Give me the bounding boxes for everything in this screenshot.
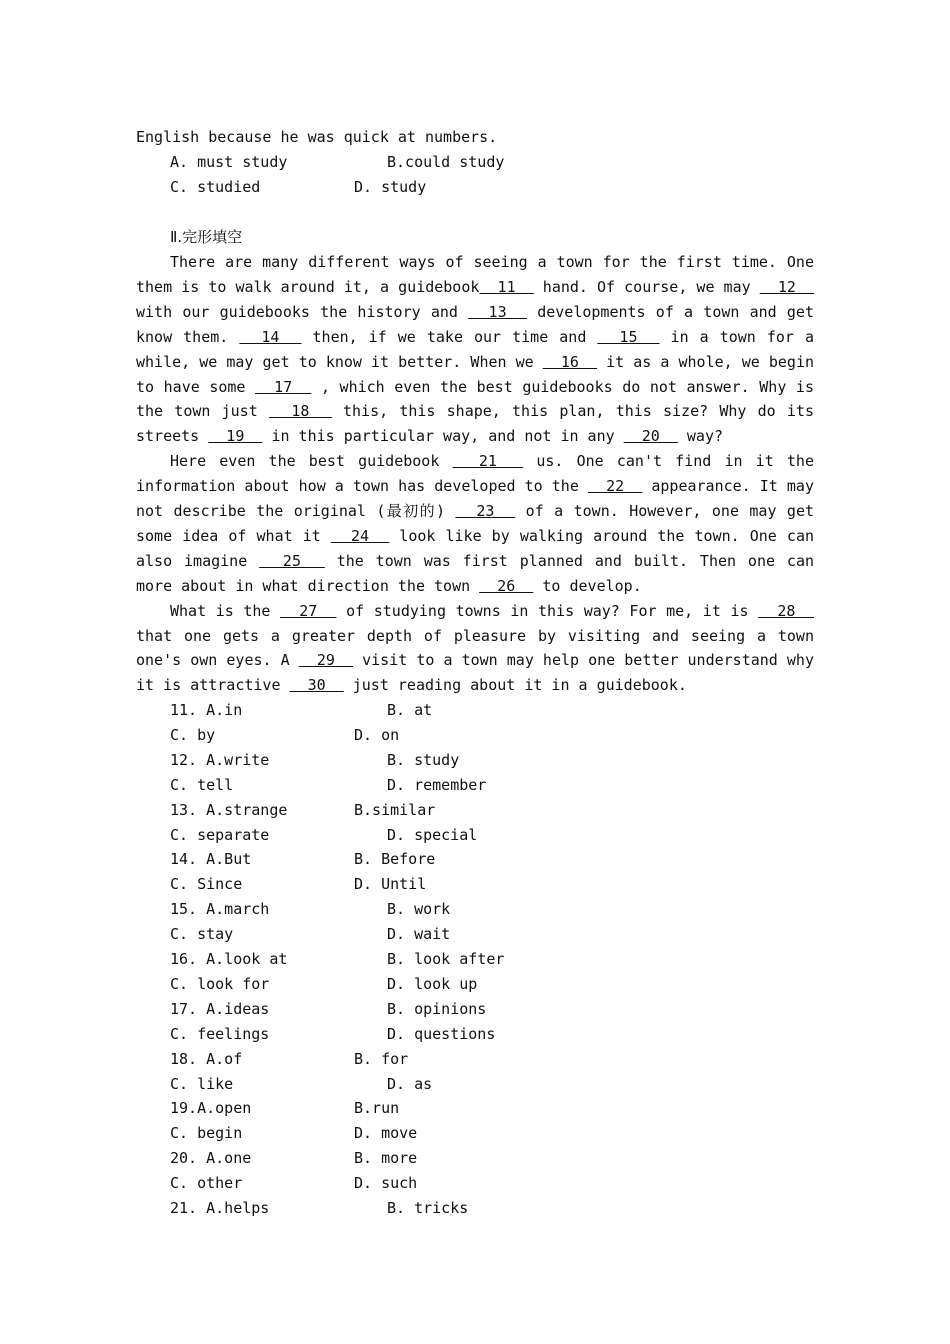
option-c: C. other xyxy=(170,1174,243,1193)
blank-11: 11 xyxy=(479,277,534,296)
blank-12: 12 xyxy=(759,277,814,296)
blank-16: 16 xyxy=(542,352,598,371)
blank-27: 27 xyxy=(280,601,337,620)
option-d: D. such xyxy=(354,1174,418,1193)
passage-text: There are many different ways of seeing a town for the first time. One xyxy=(170,253,814,271)
passage-text: that one gets a greater depth of pleasure by visiting and seeing a town xyxy=(136,626,814,645)
passage-text: appearance. It may xyxy=(642,477,814,496)
option-c: C. feelings xyxy=(170,1024,270,1043)
passage-text: in this particular way, and not in any xyxy=(262,427,624,446)
passage-line xyxy=(136,476,814,496)
passage-line xyxy=(136,501,814,521)
option-d: D. as xyxy=(387,1074,433,1093)
passage-line xyxy=(136,675,814,695)
blank-18: 18 xyxy=(268,402,332,421)
passage-text: one's own eyes. A xyxy=(136,651,299,670)
passage-line xyxy=(136,526,814,546)
passage-line xyxy=(136,352,814,372)
passage-text: with our guidebooks the history and xyxy=(136,302,469,321)
passage-text: just reading about it in a guidebook. xyxy=(343,676,687,695)
blank-30: 30 xyxy=(289,676,344,695)
option-b: B. look after xyxy=(387,950,505,968)
passage-line xyxy=(136,401,814,421)
option-b: B. tricks xyxy=(387,1199,469,1217)
passage-line xyxy=(136,650,814,670)
blank-20: 20 xyxy=(623,427,678,446)
passage-line xyxy=(136,626,814,646)
passage-line xyxy=(136,551,814,571)
option-d: D. questions xyxy=(387,1024,496,1043)
passage-text: visit to a town may help one better understand why xyxy=(353,651,814,670)
blank-21: 21 xyxy=(452,452,524,471)
passage-text: some idea of what it xyxy=(136,526,331,545)
passage-line xyxy=(136,576,814,596)
option-c: C. separate xyxy=(170,825,270,844)
passage-text: this, this shape, this plan, this size? Why do its xyxy=(331,402,814,421)
blank-25: 25 xyxy=(259,551,325,570)
passage-line xyxy=(136,302,814,322)
passage-text: to develop. xyxy=(533,576,642,595)
option-a: 21. A.helps xyxy=(170,1199,270,1217)
passage-text: the town was first planned and built. Then one can xyxy=(336,551,814,570)
option-d: D. remember xyxy=(387,775,487,794)
passage-text: developments of a town and get xyxy=(537,302,814,321)
blank-23: 23 xyxy=(455,502,516,520)
blank-14: 14 xyxy=(239,327,302,346)
passage-text: know them. xyxy=(136,327,240,346)
option-d: D. wait xyxy=(387,925,451,944)
passage-text: it as a whole, we begin xyxy=(597,352,814,371)
passage-text: What is the xyxy=(170,601,281,620)
option-b: B. opinions xyxy=(387,999,487,1018)
passage-text: us. One can't find in it the xyxy=(523,452,814,471)
option-a: 16. A.look at xyxy=(170,950,288,968)
passage-line xyxy=(136,377,814,397)
blank-13: 13 xyxy=(468,302,528,321)
option-a: 11. A.in xyxy=(170,701,243,719)
option-d: D. special xyxy=(387,825,478,844)
blank-26: 26 xyxy=(479,576,534,595)
blank-29: 29 xyxy=(298,651,354,670)
passage-line xyxy=(136,327,814,347)
passage-text: of studying towns in this way? For me, it is xyxy=(336,601,759,620)
question-stem-end: English because he was quick at numbers. xyxy=(136,128,498,146)
option-c: C. stay xyxy=(170,925,234,944)
option-b: B. for xyxy=(354,1049,409,1068)
blank-28: 28 xyxy=(758,601,814,620)
option-c: C. studied xyxy=(170,178,261,196)
option-d: D. Until xyxy=(354,875,427,894)
option-a: 19.A.open xyxy=(170,1099,252,1118)
option-c: C. by xyxy=(170,725,216,744)
option-b: B. work xyxy=(387,900,451,919)
option-c: C. look for xyxy=(170,974,270,993)
passage-line xyxy=(136,277,814,297)
passage-text: information about how a town has developed to the xyxy=(136,477,588,496)
passage-line xyxy=(170,601,814,621)
option-a: A. must study xyxy=(170,153,288,171)
blank-15: 15 xyxy=(597,327,660,346)
option-b: B. at xyxy=(387,701,433,719)
option-c: C. tell xyxy=(170,775,234,794)
passage-text: way? xyxy=(677,427,724,446)
passage-text: then, if we take our time and xyxy=(301,327,598,346)
passage-line xyxy=(170,252,814,272)
option-a: 14. A.But xyxy=(170,850,252,869)
option-a: 13. A.strange xyxy=(170,800,288,819)
option-a: 17. A.ideas xyxy=(170,999,270,1018)
passage-text: them is to walk around it, a guidebook xyxy=(136,277,480,296)
option-d: D. on xyxy=(354,725,400,744)
option-b: B.could study xyxy=(387,153,505,171)
passage-text: not describe the original (最初的) xyxy=(136,502,456,520)
option-c: C. Since xyxy=(170,875,243,894)
passage-text: look like by walking around the town. One can xyxy=(389,526,814,545)
option-d: D. study xyxy=(354,178,427,196)
passage-text: streets xyxy=(136,427,209,446)
option-c: C. like xyxy=(170,1074,234,1093)
option-b: B.run xyxy=(354,1099,400,1118)
option-b: B. Before xyxy=(354,850,436,869)
option-a: 18. A.of xyxy=(170,1049,243,1068)
option-a: 15. A.march xyxy=(170,900,270,919)
passage-text: also imagine xyxy=(136,551,260,570)
option-d: D. look up xyxy=(387,974,478,993)
passage-text: more about in what direction the town xyxy=(136,576,480,595)
passage-text: , which even the best guidebooks do not answer. Why is xyxy=(311,377,814,396)
passage-line xyxy=(170,451,814,471)
passage-text: it is attractive xyxy=(136,676,290,695)
passage-text: to have some xyxy=(136,377,256,396)
passage-text: Here even the best guidebook xyxy=(170,452,453,471)
passage-text: of a town. However, one may get xyxy=(515,502,814,520)
option-c: C. begin xyxy=(170,1124,243,1143)
option-a: 20. A.one xyxy=(170,1149,252,1168)
option-b: B. study xyxy=(387,750,460,769)
passage-line xyxy=(136,426,814,446)
blank-22: 22 xyxy=(587,477,643,496)
passage-text: the town just xyxy=(136,402,269,421)
option-b: B. more xyxy=(354,1149,418,1168)
blank-17: 17 xyxy=(255,377,312,396)
option-d: D. move xyxy=(354,1124,418,1143)
passage-text: hand. Of course, we may xyxy=(533,277,760,296)
option-b: B.similar xyxy=(354,800,436,819)
passage-text: in a town for a xyxy=(659,327,814,346)
option-a: 12. A.write xyxy=(170,750,270,769)
blank-24: 24 xyxy=(330,526,390,545)
section-heading: Ⅱ.完形填空 xyxy=(170,228,243,246)
passage-text: while, we may get to know it better. When we xyxy=(136,352,543,371)
blank-19: 19 xyxy=(208,427,263,446)
